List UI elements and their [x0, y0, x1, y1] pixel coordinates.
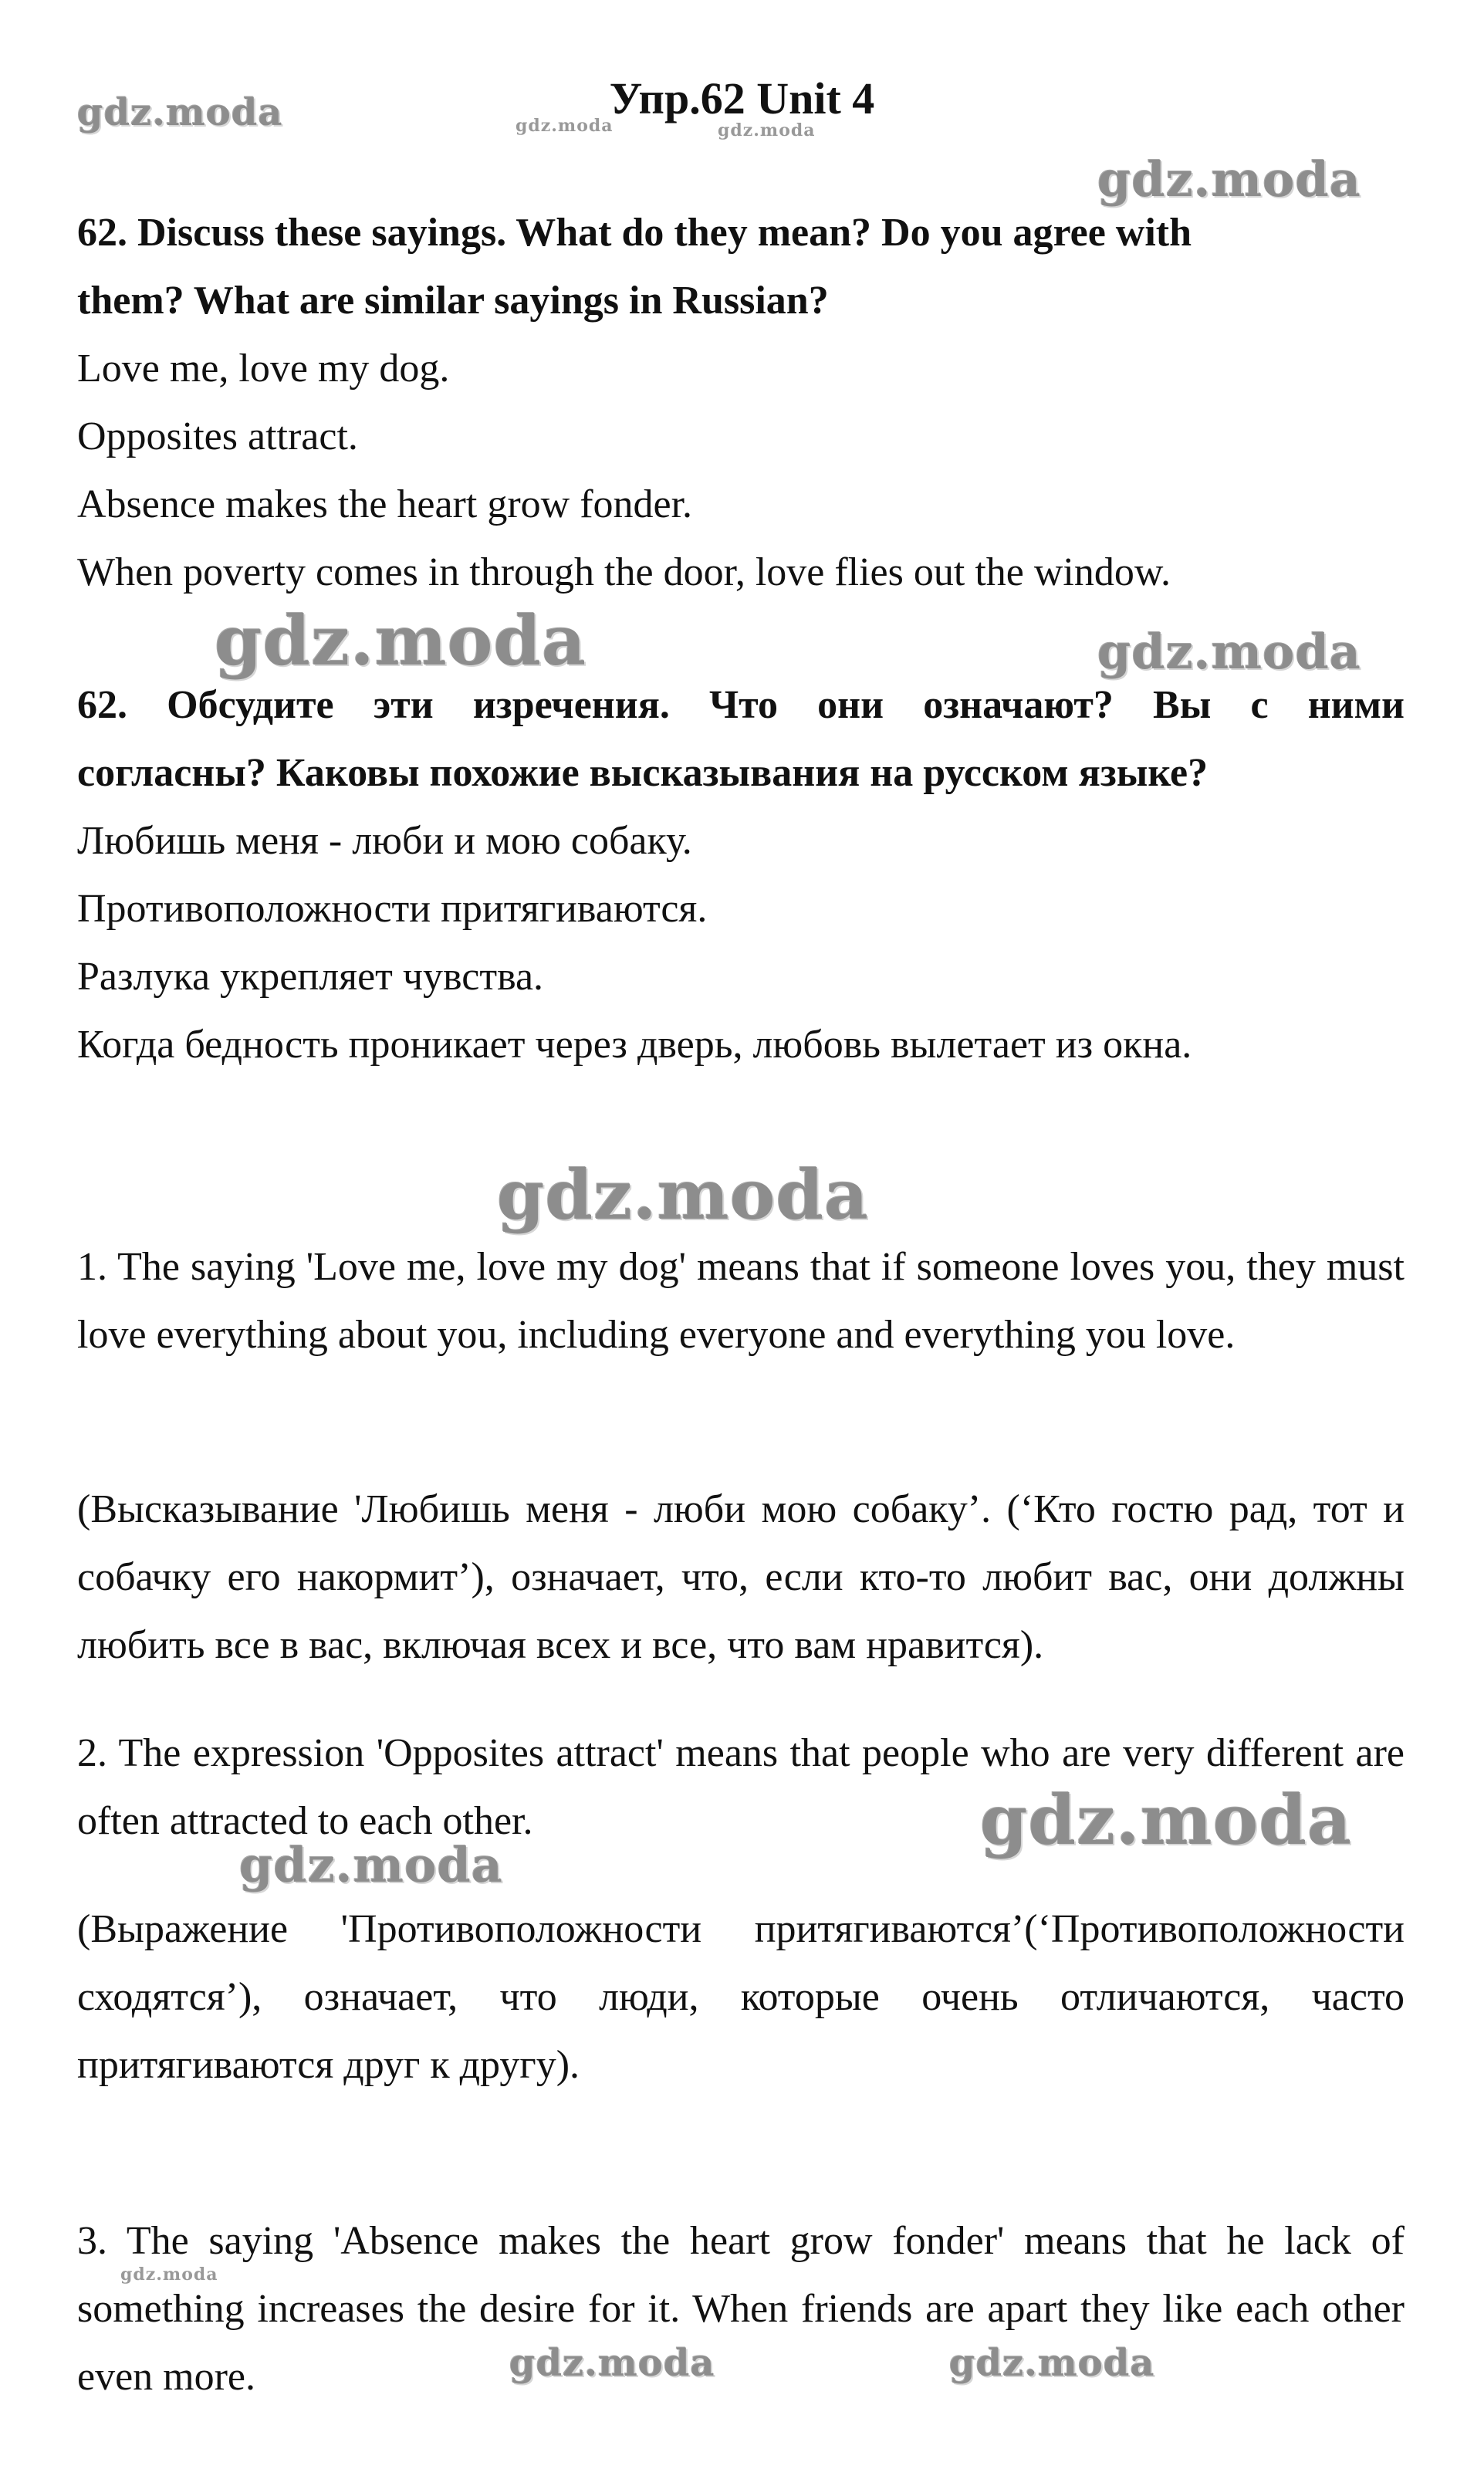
watermark: gdz.moda	[509, 2342, 715, 2385]
saying-en: When poverty comes in through the door, love flies out the window.	[77, 550, 1171, 594]
saying-en: Absence makes the heart grow fonder.	[77, 482, 693, 526]
task-en-heading-line: them? What are similar sayings in Russian?	[77, 279, 829, 323]
watermark: gdz.moda	[215, 600, 587, 681]
task-en	[77, 199, 1405, 607]
saying-en: Opposites attract.	[77, 414, 358, 458]
saying-ru: Любишь меня - люби и мою собаку.	[77, 819, 692, 863]
watermark: gdz.moda	[980, 1780, 1353, 1860]
answer-1-en: 1. The saying 'Love me, love my dog' means that if someone loves you, they must love everything about you, including everyone and everything you love.	[77, 1245, 1405, 1357]
task-ru-heading-line: 62. Обсудите эти изречения. Что они означают? Вы с ними	[77, 683, 1405, 727]
saying-ru: Противоположности притягиваются.	[77, 887, 708, 931]
watermark: gdz.moda	[497, 1155, 870, 1235]
answer-2-en: 2. The expression 'Opposites attract' means that people who are very different are often attracted to each other.	[77, 1731, 1405, 1843]
watermark: gdz.moda	[516, 116, 614, 136]
task-ru	[77, 671, 1405, 1079]
watermark: gdz.moda	[1097, 151, 1361, 208]
answer-2-ru: (Выражение 'Противоположности притягиваются’(‘Противоположности сходятся’), означает, что люди, которые очень отличаются, часто притягиваются друг к другу).	[77, 1907, 1405, 2087]
saying-ru: Разлука укрепляет чувства.	[77, 955, 544, 999]
watermark: gdz.moda	[949, 2342, 1155, 2385]
page-title: Упр.62 Unit 4	[609, 73, 875, 123]
answer-3-en: 3. The saying 'Absence makes the heart grow fonder' means that he lack of something increases the desire for it. When friends are apart they like each other even more.	[77, 2219, 1405, 2399]
saying-en: Love me, love my dog.	[77, 347, 450, 391]
watermark: gdz.moda	[718, 120, 816, 140]
watermark: gdz.moda	[77, 91, 283, 134]
watermark: gdz.moda	[1097, 624, 1361, 680]
watermark: gdz.moda	[120, 2264, 218, 2285]
saying-ru: Когда бедность проникает через дверь, любовь вылетает из окна.	[77, 1023, 1192, 1067]
task-ru-heading-line: согласны? Каковы похожие высказывания на русском языке?	[77, 751, 1208, 795]
watermark: gdz.moda	[239, 1837, 503, 1893]
answer-1-ru: (Высказывание 'Любишь меня - люби мою собаку’. (‘Кто гостю рад, тот и собачку его накормит’), означает, что, если кто-то любит вас, они должны любить все в вас, включая всех и все, что вам нравится).	[77, 1487, 1405, 1667]
task-en-heading-line: 62. Discuss these sayings. What do they mean? Do you agree with	[77, 211, 1192, 255]
